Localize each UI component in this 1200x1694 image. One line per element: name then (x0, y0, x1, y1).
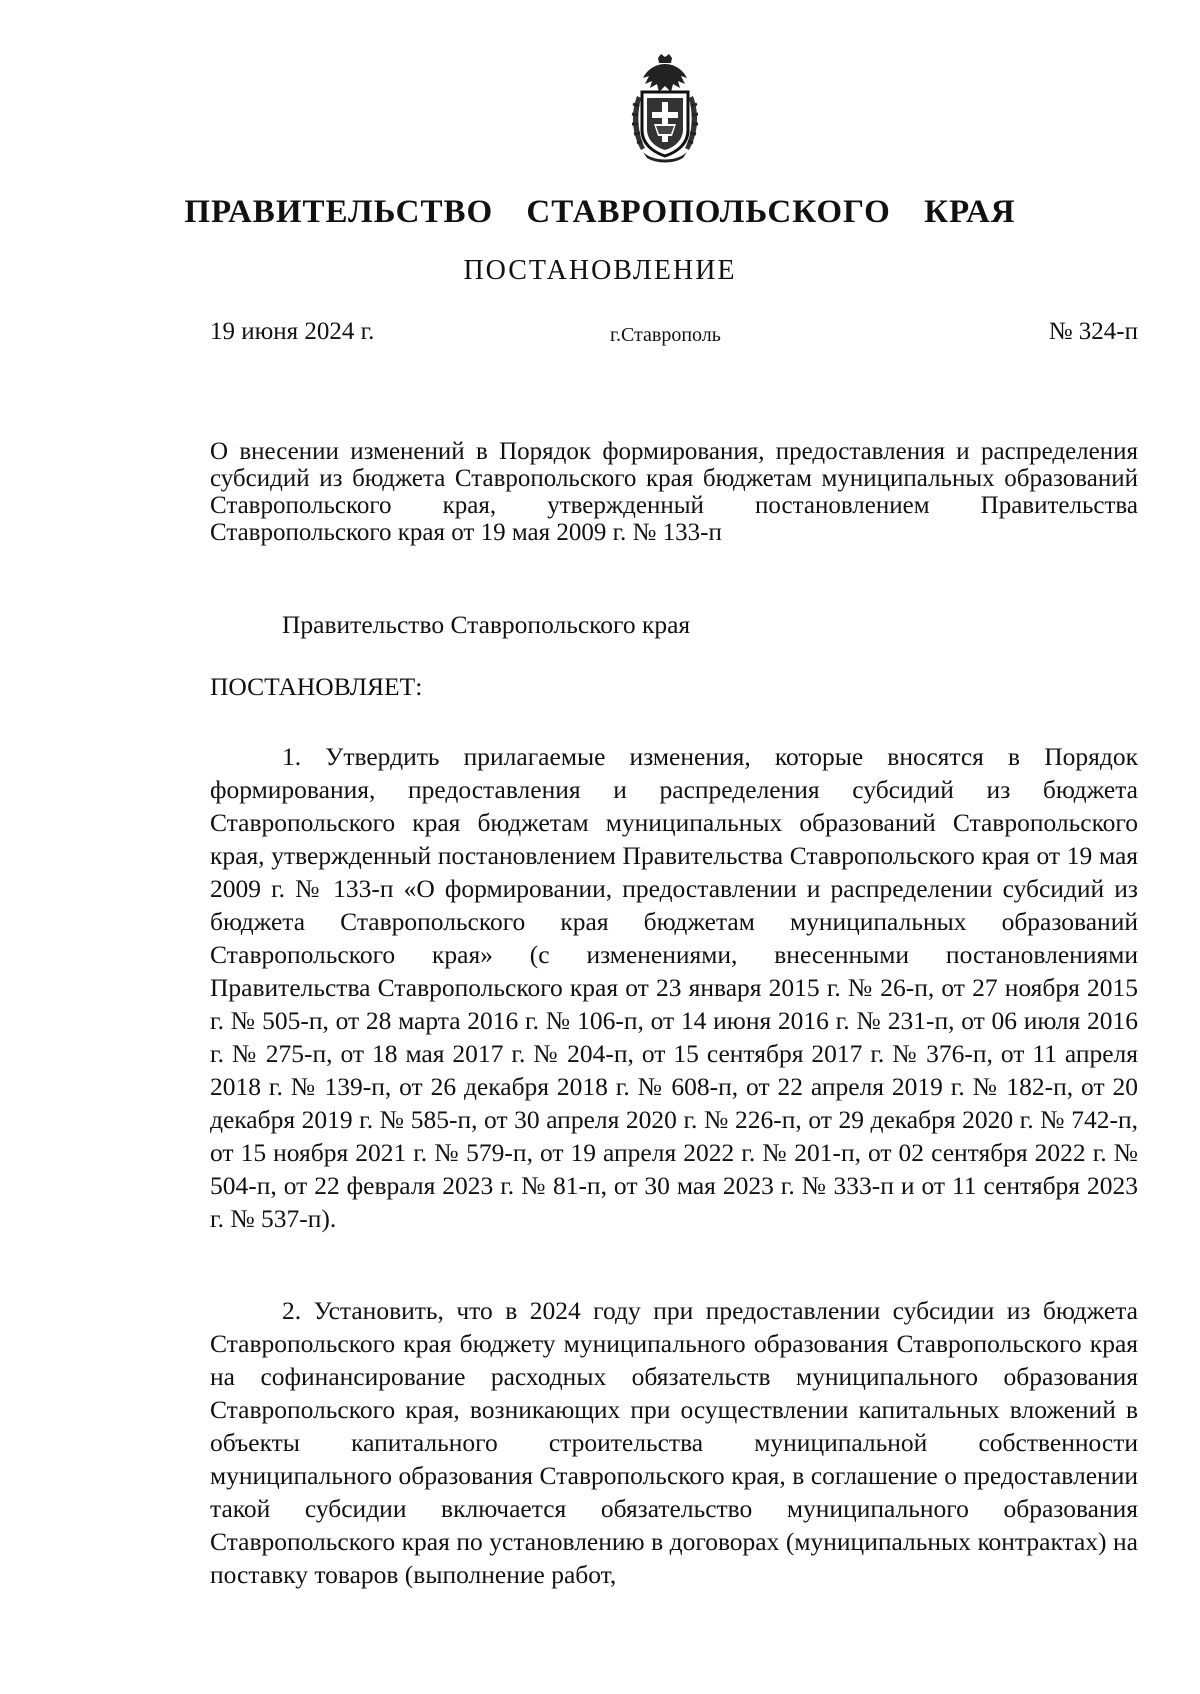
paragraph-2: 2. Установить, что в 2024 году при предоставлении субсидии из бюджета Ставропольского края бюджету муниципального образования Ставропольского края на софинансирование расходных обязательств муниципального образования Ставропольского края, возникающих при осуществлении капитальных вложений в объекты капитального строительства муниципальной собственности муниципального образования Ставропольского края, в соглашение о предоставлении такой субсидии включается обязательство муниципального образования Ставропольского края по установлению в договорах (муниципальных контрактах) на поставку товаров (выполнение работ, (210, 1296, 1138, 1589)
document-subject: О внесении изменений в Порядок формирования, предоставления и распределения субсидий из бюджета Ставропольского края бюджетам муниципальных образований Ставропольского края, утвержденный постановлением Правительства Ставропольского края от 19 мая 2009 г. № 133-п (210, 438, 1138, 546)
document-date: 19 июня 2024 г. (210, 318, 375, 345)
document-number: № 324-п (1048, 318, 1138, 345)
government-title: ПРАВИТЕЛЬСТВО СТАВРОПОЛЬСКОГО КРАЯ (184, 194, 1016, 230)
intro-line: Правительство Ставропольского края (282, 610, 691, 639)
paragraph-1: 1. Утвердить прилагаемые изменения, которые вносятся в Порядок формирования, предоставления и распределения субсидий из бюджета Ставропольского края бюджетам муниципальных образований Ставропольского края, утвержденный постановлением Правительства Ставропольского края от 19 мая 2009 г. № 133-п «О формировании, предоставлении и распределении субсидий из бюджета Ставропольского края бюджетам муниципальных образований Ставропольского края» (с изменениями, внесенными постановлениями Правительства Ставропольского края от 23 января 2015 г. № 26-п, от 27 ноября 2015 г. № 505-п, от 28 марта 2016 г. № 106-п, от 14 июня 2016 г. № 231-п, от 06 июля 2016 г. № 275-п, от 18 мая 2017 г. № 204-п, от 15 сентября 2017 г. № 376-п, от 11 апреля 2018 г. № 139-п, от 26 декабря 2018 г. № 608-п, от 22 апреля 2019 г. № 182-п, от 20 декабря 2019 г. № 585-п, от 30 апреля 2020 г. № 226-п, от 29 декабря 2020 г. № 742-п, от 15 ноября 2021 г. № 579-п, от 19 апреля 2022 г. № 201-п, от 02 сентября 2022 г. № 504-п, от 22 февраля 2023 г. № 81-п, от 30 мая 2023 г. № 333-п и от 11 сентября 2023 г. № 537-п). (210, 742, 1138, 1233)
coat-of-arms-icon (625, 52, 705, 164)
document-type: ПОСТАНОВЛЕНИЕ (463, 255, 737, 286)
document-city: г.Ставрополь (610, 324, 721, 346)
resolves-heading: ПОСТАНОВЛЯЕТ: (210, 672, 423, 701)
